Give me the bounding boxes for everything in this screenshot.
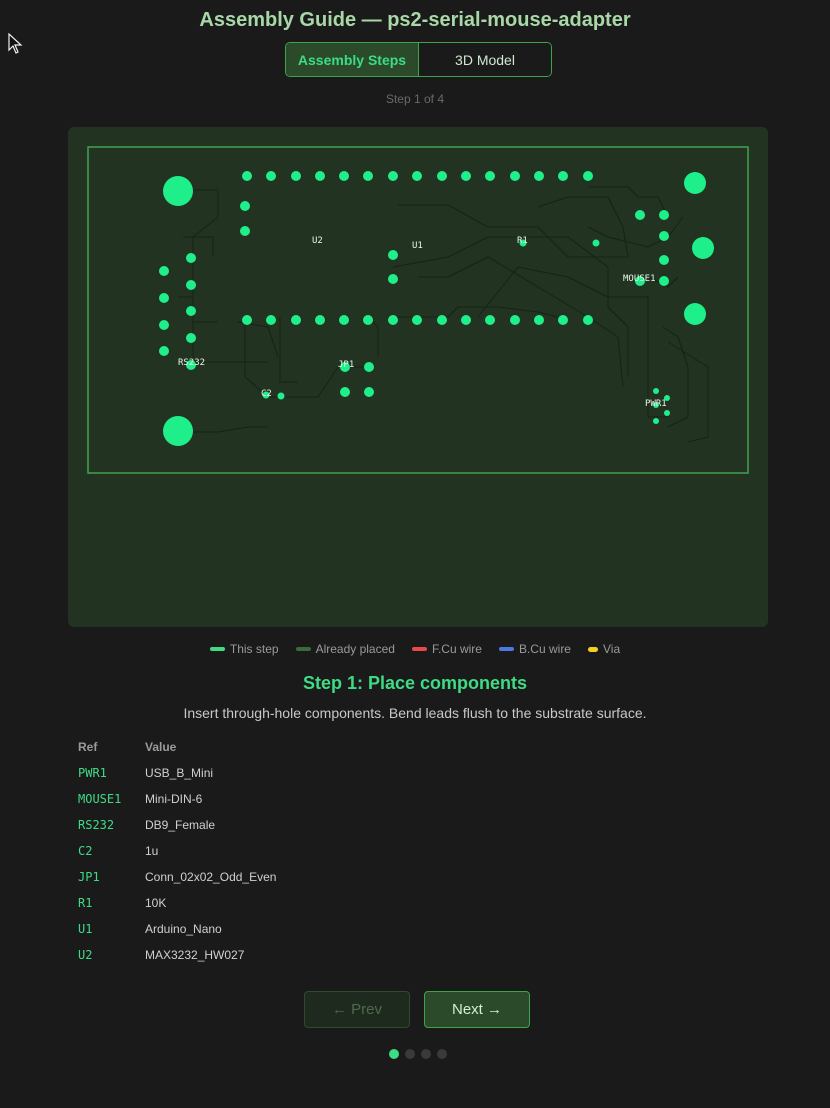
table-row: [72, 942, 282, 968]
bom-value: 10K: [145, 896, 167, 910]
r1-pins: [520, 240, 600, 247]
table-row: [72, 760, 282, 786]
step-title: Step 1: Place components: [302, 673, 528, 693]
bom-ref: PWR1: [78, 766, 107, 780]
legend-item-already-placed: [296, 642, 395, 656]
bom-value: Mini-DIN-6: [145, 792, 203, 806]
pcb-viewer[interactable]: [68, 127, 768, 627]
legend-swatch: [412, 647, 427, 651]
table-row: [72, 786, 282, 812]
legend-item-fcu-wire: [412, 642, 482, 656]
table-row: [72, 812, 282, 838]
bom-value: Arduino_Nano: [145, 922, 222, 936]
bom-value: USB_B_Mini: [145, 766, 214, 780]
step-dot-1[interactable]: [389, 1049, 399, 1059]
bom-table: [72, 734, 282, 968]
bom-ref: MOUSE1: [78, 792, 122, 806]
bom-ref: R1: [78, 896, 93, 910]
label-rs232: RS232: [178, 358, 206, 368]
next-button[interactable]: Next →: [424, 991, 530, 1028]
legend-swatch: [588, 647, 598, 652]
pcb-board-svg: [68, 127, 768, 627]
legend-label: This step: [229, 642, 279, 656]
table-row: [72, 916, 282, 942]
step-dot-3[interactable]: [421, 1049, 431, 1059]
bom-value: 1u: [145, 844, 159, 858]
label-u1: U1: [412, 241, 423, 251]
step-dot-4[interactable]: [437, 1049, 447, 1059]
bom-header-row: [72, 734, 282, 760]
prev-button[interactable]: ← Prev: [304, 991, 410, 1028]
page-title: Assembly Guide — ps2-serial-mouse-adapter: [199, 9, 631, 31]
mouse-cursor-icon: [8, 33, 24, 55]
bom-ref: U2: [78, 948, 93, 962]
legend-label: F.Cu wire: [431, 642, 482, 656]
step-dot-2[interactable]: [405, 1049, 415, 1059]
step-dots: [389, 1049, 447, 1059]
table-row: [72, 890, 282, 916]
legend: [0, 642, 830, 656]
step-counter: Step 1 of 4: [385, 92, 445, 106]
label-r1: R1: [517, 236, 528, 246]
legend-swatch: [210, 647, 225, 651]
legend-item-bcu-wire: [499, 642, 571, 656]
bom-value: DB9_Female: [145, 818, 216, 832]
bom-value: Conn_02x02_Odd_Even: [145, 870, 277, 884]
mounting-hole: [163, 176, 193, 206]
u2-pins: [240, 201, 250, 236]
label-c2: C2: [261, 389, 272, 399]
legend-swatch: [296, 647, 311, 651]
legend-label: B.Cu wire: [518, 642, 571, 656]
table-row: [72, 864, 282, 890]
label-mouse1: MOUSE1: [623, 274, 656, 284]
pcb-traces: [168, 187, 708, 442]
legend-swatch: [499, 647, 514, 651]
u1-top-pins: [242, 171, 593, 181]
rs232-connector: [159, 253, 196, 370]
tab-assembly-steps[interactable]: Assembly Steps: [286, 43, 419, 76]
bom-ref: U1: [78, 922, 93, 936]
table-row: [72, 838, 282, 864]
bom-ref: RS232: [78, 818, 115, 832]
view-tabs: [285, 42, 552, 77]
u1-bottom-pins: [242, 315, 593, 325]
label-u2: U2: [312, 236, 323, 246]
legend-item-via: [588, 642, 620, 656]
mounting-hole: [163, 416, 193, 446]
bom-ref: C2: [78, 844, 93, 858]
step-description: Insert through-hole components. Bend leads flush to the substrate surface.: [183, 705, 647, 721]
bom-ref: JP1: [78, 870, 100, 884]
legend-label: Via: [602, 642, 621, 656]
tab-3d-model[interactable]: 3D Model: [419, 43, 551, 76]
bom-header-ref: Ref: [78, 740, 98, 754]
bom-header-value: Value: [145, 740, 177, 754]
legend-label: Already placed: [315, 642, 395, 656]
label-jp1: JP1: [338, 360, 355, 370]
label-pwr1: PWR1: [645, 399, 667, 409]
bom-value: MAX3232_HW027: [145, 948, 245, 962]
mouse1-connector: [635, 172, 714, 325]
legend-item-this-step: [210, 642, 279, 656]
